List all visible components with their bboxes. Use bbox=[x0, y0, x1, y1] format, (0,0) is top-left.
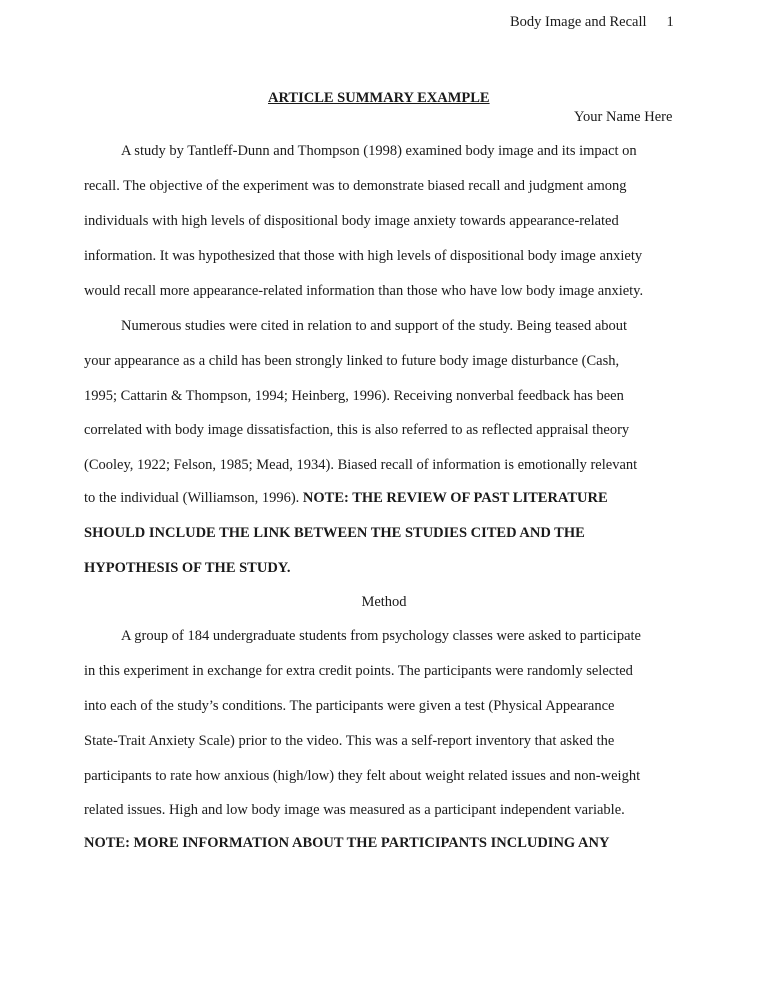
note-line: NOTE: MORE INFORMATION ABOUT THE PARTICIPANTS INCLUDING ANY bbox=[84, 835, 610, 851]
note-text: NOTE: THE REVIEW OF PAST LITERATURE bbox=[302, 490, 608, 506]
author-name: Your Name Here bbox=[574, 109, 673, 125]
paragraph-line: related issues. High and low body image was measured as a participant independent variable. bbox=[84, 802, 625, 818]
paragraph-line: Numerous studies were cited in relation to and support of the study. Being teased about bbox=[121, 318, 628, 334]
paragraph-line: A group of 184 undergraduate students from psychology classes were asked to participate bbox=[121, 628, 641, 644]
paragraph-line: your appearance as a child has been strongly linked to future body image disturbance (Cash, bbox=[84, 353, 620, 369]
paragraph-line: would recall more appearance-related information than those who have low body image anxiety. bbox=[84, 283, 644, 299]
paragraph-line: recall. The objective of the experiment was to demonstrate biased recall and judgment among bbox=[84, 178, 627, 194]
method-heading: Method bbox=[361, 594, 407, 610]
paragraph-line-mixed bbox=[84, 490, 608, 507]
paragraph-line: State-Trait Anxiety Scale) prior to the video. This was a self-report inventory that asked the bbox=[84, 733, 615, 749]
paragraph-line: individuals with high levels of dispositional body image anxiety towards appearance-related bbox=[84, 213, 619, 229]
page-number: 1 bbox=[666, 14, 674, 30]
paragraph-line: A study by Tantleff-Dunn and Thompson (1998) examined body image and its impact on bbox=[121, 143, 637, 159]
paragraph-line: (Cooley, 1922; Felson, 1985; Mead, 1934). Biased recall of information is emotionally relevant bbox=[84, 457, 638, 473]
note-line: SHOULD INCLUDE THE LINK BETWEEN THE STUDIES CITED AND THE bbox=[84, 525, 585, 541]
paragraph-line: participants to rate how anxious (high/low) they felt about weight related issues and non-weight bbox=[84, 768, 641, 784]
paragraph-line: correlated with body image dissatisfaction, this is also referred to as reflected appraisal theory bbox=[84, 422, 630, 438]
running-head-title: Body Image and Recall bbox=[510, 14, 647, 30]
paragraph-line: in this experiment in exchange for extra credit points. The participants were randomly selected bbox=[84, 663, 633, 679]
running-head bbox=[510, 14, 674, 31]
paragraph-line: into each of the study’s conditions. The participants were given a test (Physical Appearance bbox=[84, 698, 615, 714]
citation-text: to the individual (Williamson, 1996). bbox=[84, 490, 303, 506]
note-line: HYPOTHESIS OF THE STUDY. bbox=[84, 560, 291, 576]
document-title: ARTICLE SUMMARY EXAMPLE bbox=[268, 90, 490, 106]
paragraph-line: information. It was hypothesized that those with high levels of dispositional body image anxiety bbox=[84, 248, 643, 264]
paragraph-line: 1995; Cattarin & Thompson, 1994; Heinberg, 1996). Receiving nonverbal feedback has been bbox=[84, 388, 624, 404]
